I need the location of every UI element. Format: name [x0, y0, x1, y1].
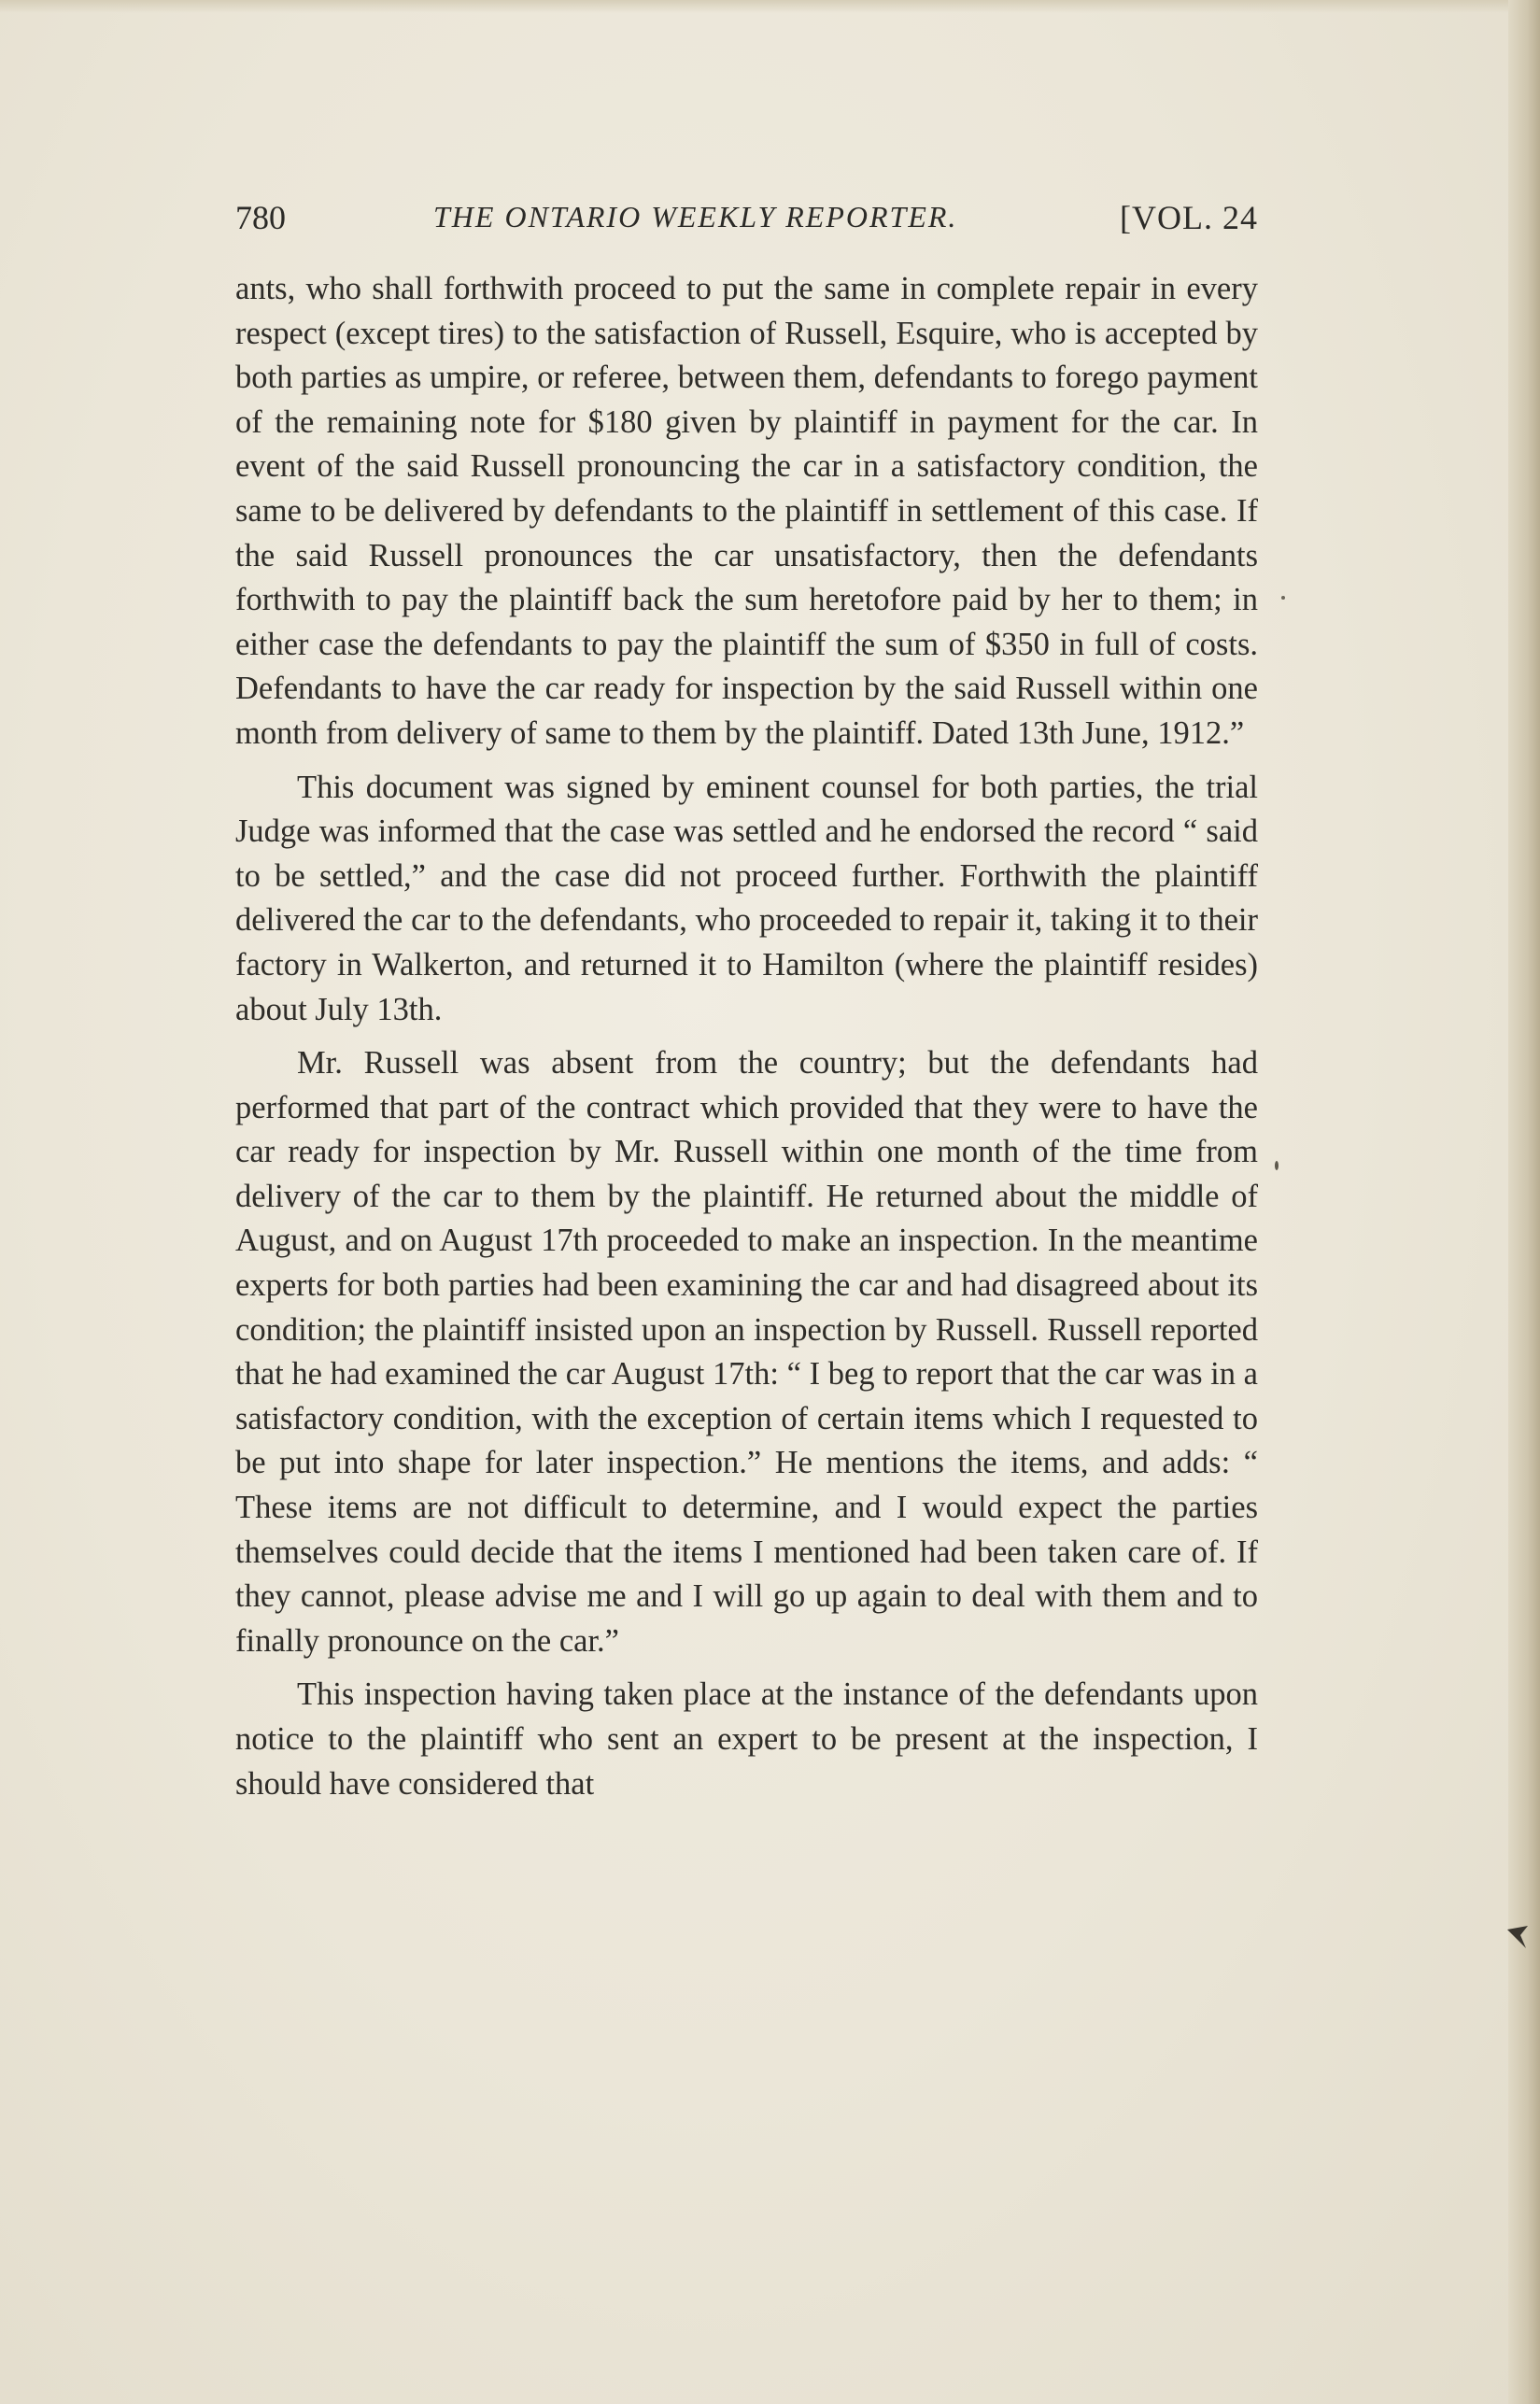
body-text	[235, 267, 1258, 1816]
margin-speck	[1272, 1158, 1281, 1173]
margin-speck	[1279, 594, 1287, 601]
running-header	[235, 192, 1258, 248]
paragraph: This inspection having taken place at the instance of the defendants upon notice to the plaintiff who sent an expert to be present at the inspection, I should have considered that	[235, 1676, 1258, 1802]
page-top-shadow	[0, 0, 1540, 13]
running-title: THE ONTARIO WEEKLY REPORTER.	[433, 200, 958, 233]
margin-speck	[1505, 1924, 1532, 1952]
paragraph: This document was signed by eminent counsel for both parties, the trial Judge was informed that the case was settled and he endorsed the record “ said to be settled,” and the case did not proceed further. Forthwith the plaintiff delivered the car to the defendants, who proceeded to repair it, taking it to their factory in Walkerton, and returned it to Hamilton (where the plaintiff resides) about July 13th.	[235, 769, 1258, 1027]
volume-label: [VOL. 24	[1120, 199, 1258, 236]
paragraph-continuation: ants, who shall forthwith proceed to put the same in complete repair in every respect (except tires) to the satisfaction of Russell, Esquire, who is accepted by both parties as umpire, or referee, between them, defendants to forego payment of the remaining note for $180 given by plaintiff in payment for the car. In event of the said Russell pronouncing the car in a satisfactory condition, the same to be delivered by defendants to the plaintiff in settlement of this case. If the said Russell pronounces the car unsatisfactory, then the defendants forthwith to pay the plaintiff back the sum heretofore paid by her to them; in either case the defendants to pay the plaintiff the sum of $350 in full of costs. Defendants to have the car ready for inspection by the said Russell within one month from delivery of same to them by the plaintiff. Dated 13th June, 1912.”	[235, 271, 1258, 751]
page-number: 780	[235, 199, 286, 236]
page-binding-edge	[1508, 0, 1540, 2404]
paragraph: Mr. Russell was absent from the country; but the defendants had performed that part of the contract which provided that they were to have the car ready for inspection by Mr. Russell within one month of the time from delivery of the car to them by the plaintiff. He returned about the middle of August, and on August 17th proceeded to make an inspection. In the meantime experts for both parties had been examining the car and had disagreed about its condition; the plaintiff insisted upon an inspection by Russell. Russell reported that he had examined the car August 17th: “ I beg to report that the car was in a satisfactory condition, with the exception of certain items which I requested to be put into shape for later inspection.” He mentions the items, and adds: “ These items are not difficult to determine, and I would expect the parties themselves could decide that the items I mentioned had been taken care of. If they cannot, please advise me and I will go up again to deal with them and to finally pronounce on the car.”	[235, 1045, 1258, 1659]
